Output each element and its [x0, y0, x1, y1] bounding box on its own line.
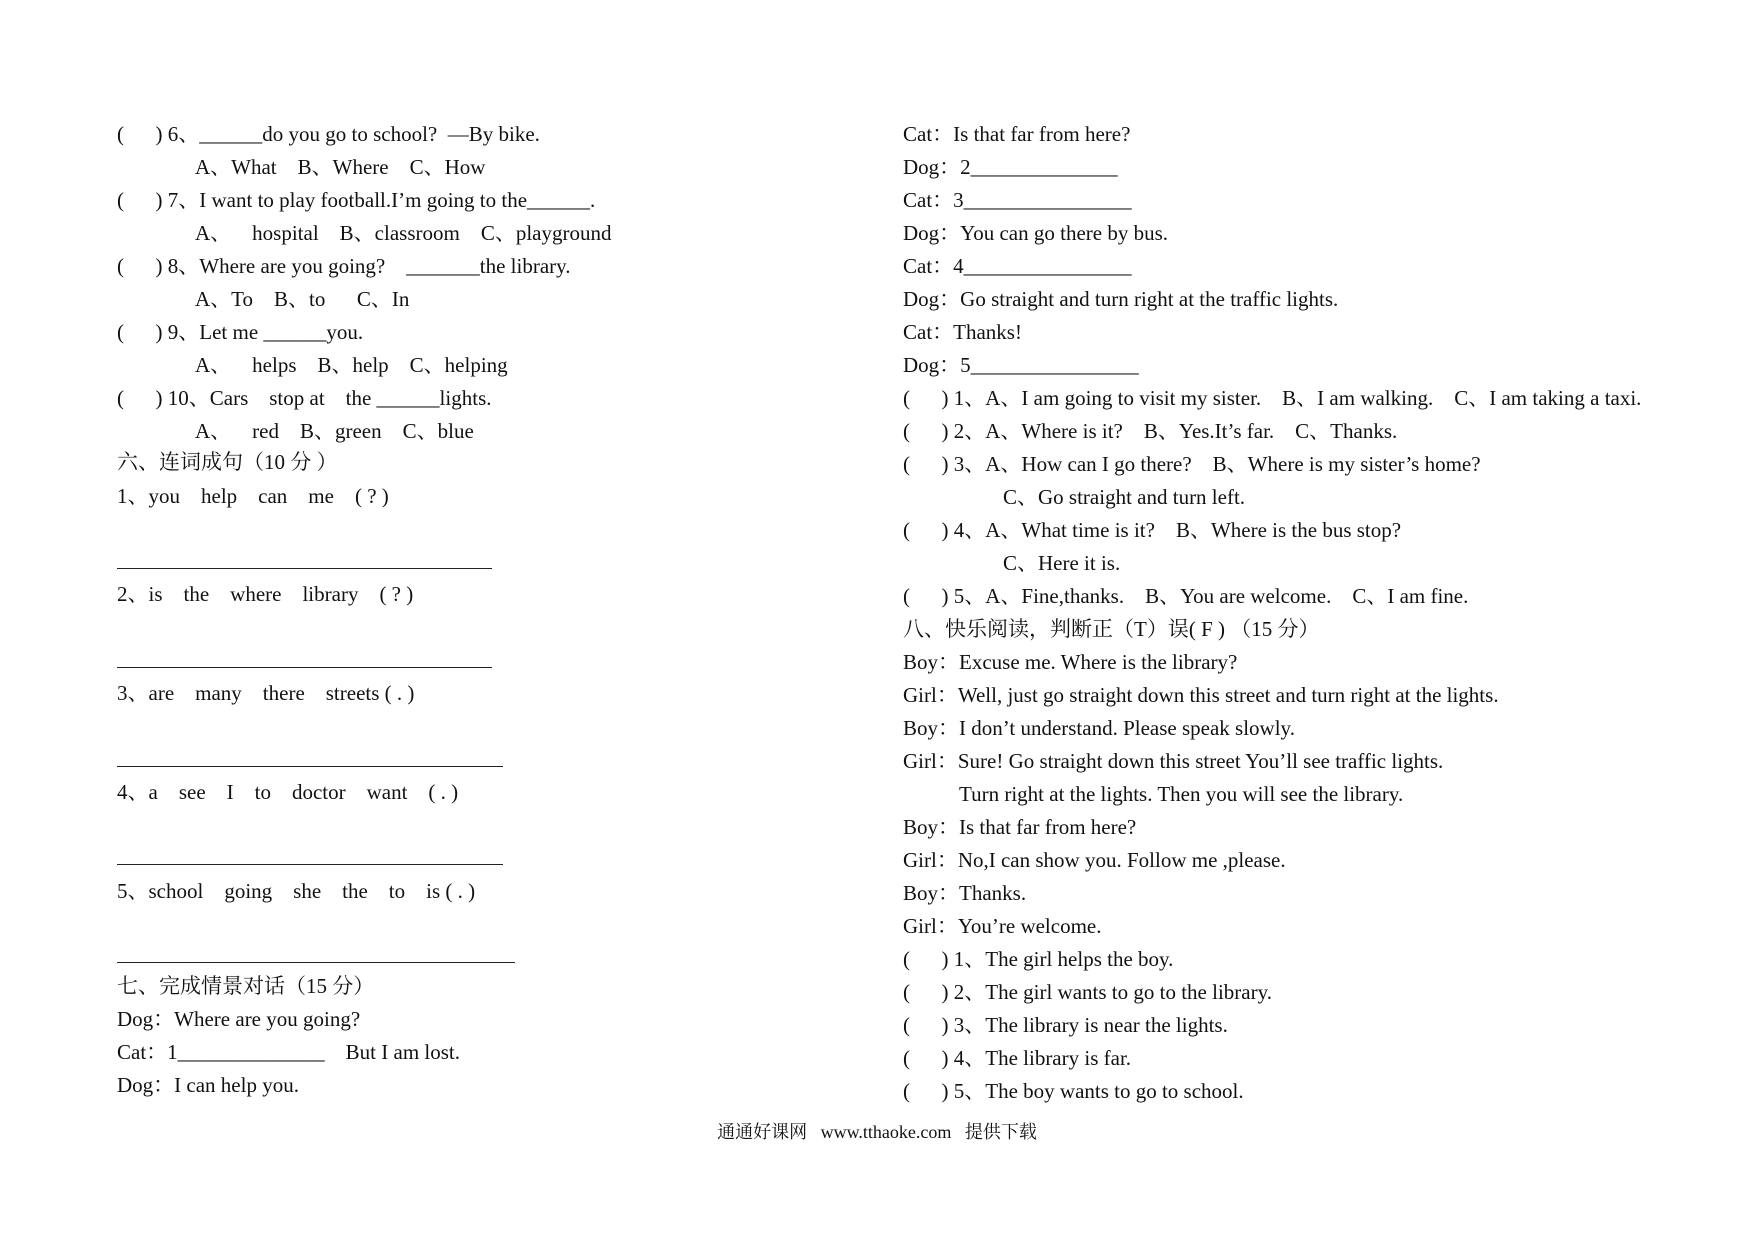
dialog-line: Cat：3________________ — [903, 188, 1132, 212]
section-7-title: 七、完成情景对话（15 分） — [117, 974, 375, 998]
mc-question-8: ( ) 8、Where are you going? _______the library. — [117, 254, 571, 278]
reading-line: Girl：No,I can show you. Follow me ,please. — [903, 848, 1286, 872]
reading-line: Boy：Excuse me. Where is the library? — [903, 650, 1238, 674]
answer-line-2 — [117, 667, 492, 668]
reading-line: Girl：Sure! Go straight down this street You’ll see traffic lights. — [903, 749, 1444, 773]
reading-line: Boy：Is that far from here? — [903, 815, 1137, 839]
footer-credit: 通通好课网 www.tthaoke.com 提供下载 — [717, 1122, 1037, 1142]
reorder-item-4: 4、a see I to doctor want ( . ) — [117, 780, 459, 804]
answer-line-3 — [117, 766, 503, 767]
reading-line: Boy：I don’t understand. Please speak slowly. — [903, 716, 1295, 740]
reorder-item-2: 2、is the where library ( ? ) — [117, 582, 414, 606]
mc-options-9: A、 helps B、help C、helping — [195, 353, 508, 377]
mc-options-10: A、 red B、green C、blue — [195, 419, 474, 443]
true-false-item-1: ( ) 1、The girl helps the boy. — [903, 947, 1174, 971]
reorder-item-3: 3、are many there streets ( . ) — [117, 681, 415, 705]
reading-line: Girl：You’re welcome. — [903, 914, 1102, 938]
true-false-item-3: ( ) 3、The library is near the lights. — [903, 1013, 1228, 1037]
dialog-line: Dog：You can go there by bus. — [903, 221, 1169, 245]
dialog-line: Cat：1______________ But I am lost. — [117, 1040, 460, 1064]
answer-line-1 — [117, 568, 492, 569]
reading-line: Girl：Well, just go straight down this street and turn right at the lights. — [903, 683, 1499, 707]
choice-row-3-cont: C、Go straight and turn left. — [1003, 485, 1246, 509]
choice-row-2: ( ) 2、A、Where is it? B、Yes.It’s far. C、Thanks. — [903, 419, 1398, 443]
choice-row-4: ( ) 4、A、What time is it? B、Where is the bus stop? — [903, 518, 1402, 542]
choice-row-5: ( ) 5、A、Fine,thanks. B、You are welcome. C、I am fine. — [903, 584, 1469, 608]
mc-question-6: ( ) 6、______do you go to school? —By bike. — [117, 122, 540, 146]
reorder-item-5: 5、school going she the to is ( . ) — [117, 879, 476, 903]
true-false-item-2: ( ) 2、The girl wants to go to the library. — [903, 980, 1272, 1004]
dialog-line: Cat：Is that far from here? — [903, 122, 1131, 146]
answer-line-5 — [117, 962, 515, 963]
mc-options-8: A、To B、to C、In — [195, 287, 410, 311]
mc-options-6: A、What B、Where C、How — [195, 155, 486, 179]
dialog-line: Dog：Where are you going? — [117, 1007, 361, 1031]
mc-question-7: ( ) 7、I want to play football.I’m going to the______. — [117, 188, 596, 212]
true-false-item-5: ( ) 5、The boy wants to go to school. — [903, 1079, 1244, 1103]
choice-row-4-cont: C、Here it is. — [1003, 551, 1121, 575]
reading-line: Boy：Thanks. — [903, 881, 1027, 905]
answer-line-4 — [117, 864, 503, 865]
dialog-line: Dog：Go straight and turn right at the traffic lights. — [903, 287, 1339, 311]
dialog-line: Cat：Thanks! — [903, 320, 1022, 344]
section-8-title: 八、快乐阅读，判断正（T）误( F ) （15 分） — [903, 617, 1320, 641]
mc-question-9: ( ) 9、Let me ______you. — [117, 320, 364, 344]
section-6-title: 六、连词成句（10 分 ） — [117, 450, 338, 474]
mc-options-7: A、 hospital B、classroom C、playground — [195, 221, 612, 245]
dialog-line: Dog：2______________ — [903, 155, 1118, 179]
true-false-item-4: ( ) 4、The library is far. — [903, 1046, 1132, 1070]
mc-question-10: ( ) 10、Cars stop at the ______lights. — [117, 386, 492, 410]
choice-row-1: ( ) 1、A、I am going to visit my sister. B、I am walking. C、I am taking a taxi. — [903, 386, 1642, 410]
reading-line: Turn right at the lights. Then you will see the library. — [959, 782, 1404, 806]
dialog-line: Dog：I can help you. — [117, 1073, 299, 1097]
reorder-item-1: 1、you help can me ( ? ) — [117, 484, 389, 508]
dialog-line: Dog：5________________ — [903, 353, 1139, 377]
choice-row-3: ( ) 3、A、How can I go there? B、Where is my sister’s home? — [903, 452, 1481, 476]
dialog-line: Cat：4________________ — [903, 254, 1132, 278]
